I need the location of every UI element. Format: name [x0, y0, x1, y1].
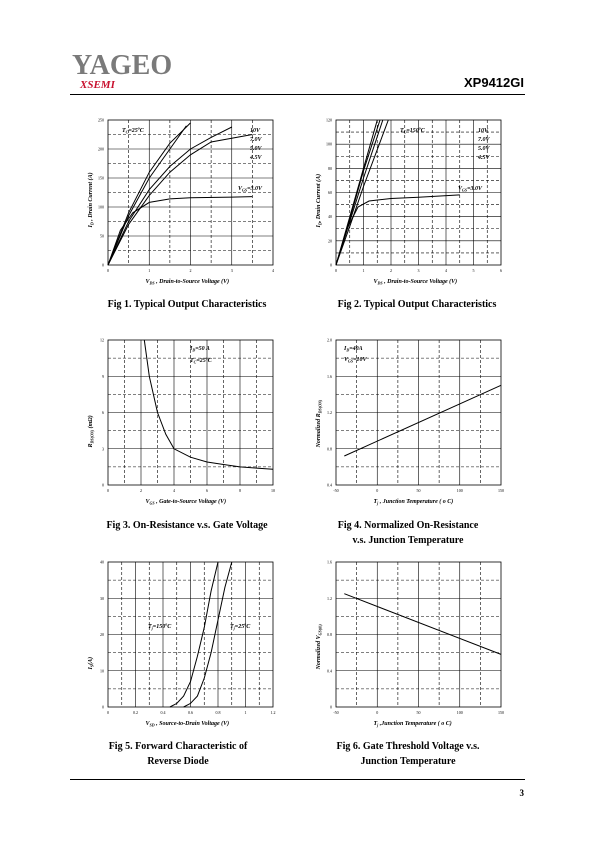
x-tick-label: 0	[376, 710, 379, 715]
fig1-chart	[90, 118, 280, 293]
yageo-logo	[72, 52, 182, 97]
chart-annotation-part: =150	[406, 128, 419, 134]
chart-annotation-part: V	[458, 186, 463, 192]
x-tick-label: 8	[239, 488, 241, 493]
x-axis-label	[146, 720, 230, 728]
chart-annotation-part: =150	[152, 624, 166, 630]
x-tick-label: 100	[456, 488, 463, 493]
y-tick-label: 0	[102, 482, 104, 488]
chart-annotation-part: =40A	[349, 346, 363, 352]
x-tick-label: 6	[206, 488, 208, 493]
y-axis-label	[315, 174, 323, 229]
series-line	[108, 135, 252, 266]
x-tick-label: 50	[416, 710, 421, 715]
y-tick-label: 0	[330, 262, 332, 268]
y-tick-label: 1.2	[327, 410, 332, 415]
x-axis-label	[374, 278, 458, 286]
fig2-caption-line1: Fig 2. Typical Output Characteristics	[337, 299, 497, 310]
chart-annotation-part: I	[344, 346, 347, 352]
fig6-caption-line2: Junction Temperature	[360, 756, 456, 767]
fig4-chart	[318, 338, 508, 513]
y-tick-label: 40	[100, 559, 104, 565]
chart-annotation-part: =3.0V	[247, 186, 263, 192]
x-tick-label: 1	[362, 268, 365, 273]
x-axis-label-part: DS	[377, 280, 383, 286]
series-line	[344, 594, 501, 655]
fig3-caption-line1: Fig 3. On-Resistance v.s. Gate Voltage	[106, 520, 268, 531]
fig6-chart	[318, 560, 508, 735]
chart-annotation	[477, 155, 491, 161]
x-axis-label-part: j	[377, 500, 379, 506]
y-axis-label-part: Normalized R	[316, 413, 322, 448]
fig4-caption	[283, 518, 533, 548]
chart-annotation	[400, 126, 426, 135]
chart-annotation-part: =25	[196, 358, 206, 364]
y-tick-label: 1.2	[327, 595, 332, 601]
x-tick-label: 0	[335, 268, 337, 273]
x-axis-label	[146, 278, 230, 286]
chart-annotation-part: C	[167, 624, 172, 630]
y-tick-label: 0	[102, 704, 104, 710]
y-tick-label: 12	[100, 337, 104, 343]
x-axis-label-part: T	[373, 499, 378, 505]
chart-annotation	[189, 346, 210, 353]
y-tick-label: 6	[102, 410, 104, 415]
chart-annotation	[238, 186, 263, 193]
chart-annotation-part: =3.0V	[467, 186, 483, 192]
fig6-caption	[283, 739, 533, 769]
fig6-caption-line1: Fig 6. Gate Threshold Voltage v.s.	[336, 741, 480, 752]
figure-3	[90, 338, 280, 513]
x-axis-label-part: j	[377, 722, 379, 728]
x-axis-label-part: V	[145, 499, 150, 505]
chart-annotation	[478, 146, 491, 152]
y-axis-label-part: I	[88, 667, 94, 670]
chart-annotation-part: =50 A	[195, 346, 210, 352]
x-axis-label-part: , Junction Temperature ( o C)	[378, 499, 454, 505]
chart-annotation-part: 4.5V	[478, 155, 490, 161]
fig4-caption-line1: Fig 4. Normalized On-Resistance	[337, 520, 479, 531]
fig1-caption	[62, 297, 312, 312]
x-tick-label: 0	[107, 488, 109, 493]
x-tick-label: 3	[417, 268, 420, 273]
chart-annotation-part: o	[137, 125, 140, 131]
chart-annotation-part: D	[192, 347, 196, 353]
x-tick-label: 1	[148, 268, 151, 273]
y-axis-label-part: , Drain Current (A)	[88, 172, 94, 223]
chart-annotation-part: C	[403, 129, 407, 135]
y-tick-label: 0	[102, 262, 104, 268]
chart-annotation-part: 10V	[250, 128, 261, 134]
chart-annotation	[344, 357, 368, 364]
x-axis-label-part: DS	[149, 280, 155, 286]
chart-annotation	[343, 346, 363, 353]
fig1-caption-line1: Fig 1. Typical Output Characteristics	[107, 299, 267, 310]
y-tick-label: 150	[98, 175, 104, 181]
chart-annotation	[250, 128, 261, 134]
y-tick-label: 250	[98, 117, 104, 123]
x-axis-label-part: V	[145, 721, 150, 727]
x-tick-label: -50	[333, 488, 339, 493]
y-axis-label-part: (mΩ)	[88, 415, 94, 430]
x-tick-label: 0.4	[160, 710, 166, 715]
chart-annotation	[190, 356, 213, 365]
chart-annotation-part: 5.0V	[250, 146, 262, 152]
chart-annotation-part: 5.0V	[478, 146, 490, 152]
x-tick-label: 0	[107, 710, 109, 715]
header-rule	[70, 94, 525, 95]
x-tick-label: 3	[230, 268, 233, 273]
chart-annotation-part: 10V	[478, 128, 489, 134]
x-tick-label: 2	[189, 268, 192, 273]
chart-annotation-part: C	[207, 358, 212, 364]
series-line	[344, 385, 501, 456]
chart-annotation-part: D	[346, 347, 350, 353]
fig3-chart	[90, 338, 280, 513]
fig5-caption-line1: Fig 5. Forward Characteristic of	[108, 741, 248, 752]
y-tick-label: 0.4	[327, 482, 332, 488]
y-axis-label-part: , Drain Current (A)	[316, 173, 322, 223]
figure-4	[318, 338, 508, 513]
chart-annotation-part: 4.5V	[250, 155, 262, 161]
y-axis-label-part: D	[317, 222, 323, 226]
chart-annotation-part: C	[125, 129, 129, 135]
y-axis-label-part: DS(ON)	[317, 399, 323, 414]
part-number: XP9412GI	[464, 75, 524, 90]
y-tick-label: 2.0	[327, 337, 332, 343]
x-tick-label: 100	[456, 710, 463, 715]
y-tick-label: 0.4	[327, 668, 332, 674]
x-axis-label-part: SD	[149, 722, 155, 728]
y-axis-label-part: (A)	[88, 656, 94, 665]
x-tick-label: 150	[498, 488, 504, 493]
fig5-chart	[90, 560, 280, 735]
x-axis-label-part: , Source-to-Drain Voltage (V)	[154, 721, 230, 727]
chart-annotation-part: T	[400, 128, 404, 134]
fig2-chart	[318, 118, 508, 293]
y-axis-label-part: I	[316, 225, 322, 228]
x-axis-label-part: , Gate-to-Source Voltage (V)	[154, 499, 227, 505]
x-tick-label: 150	[498, 710, 504, 715]
chart-annotation-part: T	[122, 128, 126, 134]
x-tick-label: 5	[472, 268, 475, 273]
y-tick-label: 1.6	[327, 559, 332, 565]
figure-2	[318, 118, 508, 293]
chart-annotation-part: C	[246, 624, 251, 630]
chart-annotation-part: GS	[462, 187, 468, 193]
logo-subbrand: XSEMI	[80, 79, 115, 91]
fig3-caption	[62, 518, 312, 533]
chart-annotation-part: =25	[128, 128, 138, 134]
x-axis-label-part: GS	[149, 500, 155, 506]
x-axis-label-part: T	[373, 721, 378, 727]
x-axis-label	[374, 720, 452, 728]
y-tick-label: 30	[100, 595, 104, 601]
y-tick-label: 10	[100, 668, 104, 674]
y-tick-label: 1.6	[327, 373, 332, 379]
y-axis-label-part: I	[88, 225, 94, 228]
chart-annotation-part: C	[139, 128, 144, 134]
chart-annotation-part: T	[230, 624, 234, 630]
chart-annotation-part: 7.0V	[478, 137, 490, 143]
y-tick-label: 100	[98, 204, 104, 210]
x-tick-label: 1.2	[270, 710, 276, 715]
chart-annotation-part: I	[190, 346, 193, 352]
y-tick-label: 40	[328, 214, 332, 220]
y-axis-label-part: D	[89, 222, 95, 226]
chart-annotation-part: j	[151, 625, 153, 631]
chart-annotation-part: GS	[242, 187, 248, 193]
x-axis-label-part: V	[373, 279, 378, 285]
chart-annotation	[478, 128, 489, 134]
chart-annotation-part: j	[233, 625, 235, 631]
x-axis-label-part: ,Junction Temperature ( o C)	[378, 721, 452, 727]
page-number: 3	[519, 788, 524, 798]
y-axis-label-part: Normalized V	[316, 635, 322, 670]
chart-annotation-part: C	[420, 128, 425, 134]
chart-annotation-part: GS	[348, 358, 354, 364]
x-tick-label: 0.2	[133, 710, 138, 715]
x-axis-label	[374, 498, 454, 506]
logo-wordmark: YAGEO	[72, 52, 173, 81]
y-axis-label-part: DS(ON)	[89, 429, 95, 444]
x-tick-label: 6	[500, 268, 502, 273]
y-tick-label: 100	[326, 141, 332, 147]
chart-annotation	[250, 146, 263, 152]
x-tick-label: 0.8	[215, 710, 221, 715]
x-tick-label: 4	[445, 268, 447, 273]
y-tick-label: 20	[100, 632, 104, 637]
chart-annotation	[250, 137, 263, 143]
y-tick-label: 60	[328, 190, 332, 195]
logo-graphic	[72, 52, 182, 92]
chart-annotation-part: T	[190, 358, 194, 364]
figure-5	[90, 560, 280, 735]
chart-annotation-part: 7.0V	[250, 137, 262, 143]
chart-annotation-part: V	[238, 186, 243, 192]
series-line	[108, 126, 186, 265]
chart-annotation	[478, 137, 491, 143]
y-tick-label: 0.8	[327, 446, 332, 452]
fig4-caption-line2: v.s. Junction Temperature	[352, 535, 464, 546]
x-tick-label: 0	[107, 268, 109, 273]
y-axis-label-part: R	[88, 443, 94, 448]
chart-annotation	[148, 622, 172, 631]
chart-annotation	[122, 126, 145, 135]
y-axis-label-part: GS(th)	[317, 624, 323, 636]
y-tick-label: 200	[98, 146, 104, 152]
x-tick-label: 0	[376, 488, 379, 493]
y-tick-label: 3	[102, 446, 104, 452]
y-axis-label	[87, 657, 95, 671]
chart-annotation-part: =25	[234, 624, 245, 630]
x-axis-label-part: V	[145, 279, 150, 285]
y-tick-label: 80	[328, 165, 332, 171]
y-tick-label: 120	[326, 117, 332, 123]
fig5-caption-line2: Reverse Diode	[147, 756, 209, 767]
chart-annotation	[458, 186, 483, 193]
chart-annotation-part: T	[148, 624, 152, 630]
y-tick-label: 50	[100, 233, 104, 239]
chart-annotation	[249, 155, 263, 161]
x-tick-label: -50	[333, 710, 339, 715]
chart-annotation-part: =10V	[353, 357, 367, 363]
footer-rule	[70, 779, 525, 780]
fig5-caption	[53, 739, 303, 769]
chart-annotation-part: o	[165, 621, 168, 627]
chart-annotation-part: o	[205, 355, 208, 361]
y-axis-label	[87, 172, 95, 228]
y-axis-label	[316, 399, 323, 448]
y-tick-label: 0	[330, 704, 332, 710]
x-tick-label: 10	[271, 488, 275, 493]
y-axis-label	[316, 624, 323, 671]
figure-6	[318, 560, 508, 735]
x-tick-label: 2	[390, 268, 392, 273]
fig2-caption	[292, 297, 542, 312]
y-tick-label: 0.8	[327, 632, 332, 637]
x-tick-label: 1	[244, 710, 247, 715]
figure-1	[90, 118, 280, 293]
x-axis-label	[146, 498, 227, 506]
y-axis-label-part: S	[89, 664, 95, 668]
chart-annotation-part: o	[244, 621, 247, 627]
y-tick-label: 9	[102, 373, 104, 379]
x-tick-label: 4	[272, 268, 274, 273]
x-tick-label: 4	[173, 488, 175, 493]
chart-annotation	[230, 622, 251, 631]
y-axis-label	[87, 415, 95, 448]
y-tick-label: 20	[328, 238, 332, 244]
x-tick-label: 50	[416, 488, 421, 493]
chart-annotation-part: C	[193, 359, 197, 365]
x-tick-label: 0.6	[188, 710, 193, 715]
x-tick-label: 2	[140, 488, 142, 493]
chart-annotation-part: o	[418, 125, 421, 131]
x-axis-label-part: , Drain-to-Source Voltage (V)	[154, 279, 230, 285]
x-axis-label-part: , Drain-to-Source Voltage (V)	[382, 279, 458, 285]
chart-annotation-part: V	[344, 357, 349, 363]
